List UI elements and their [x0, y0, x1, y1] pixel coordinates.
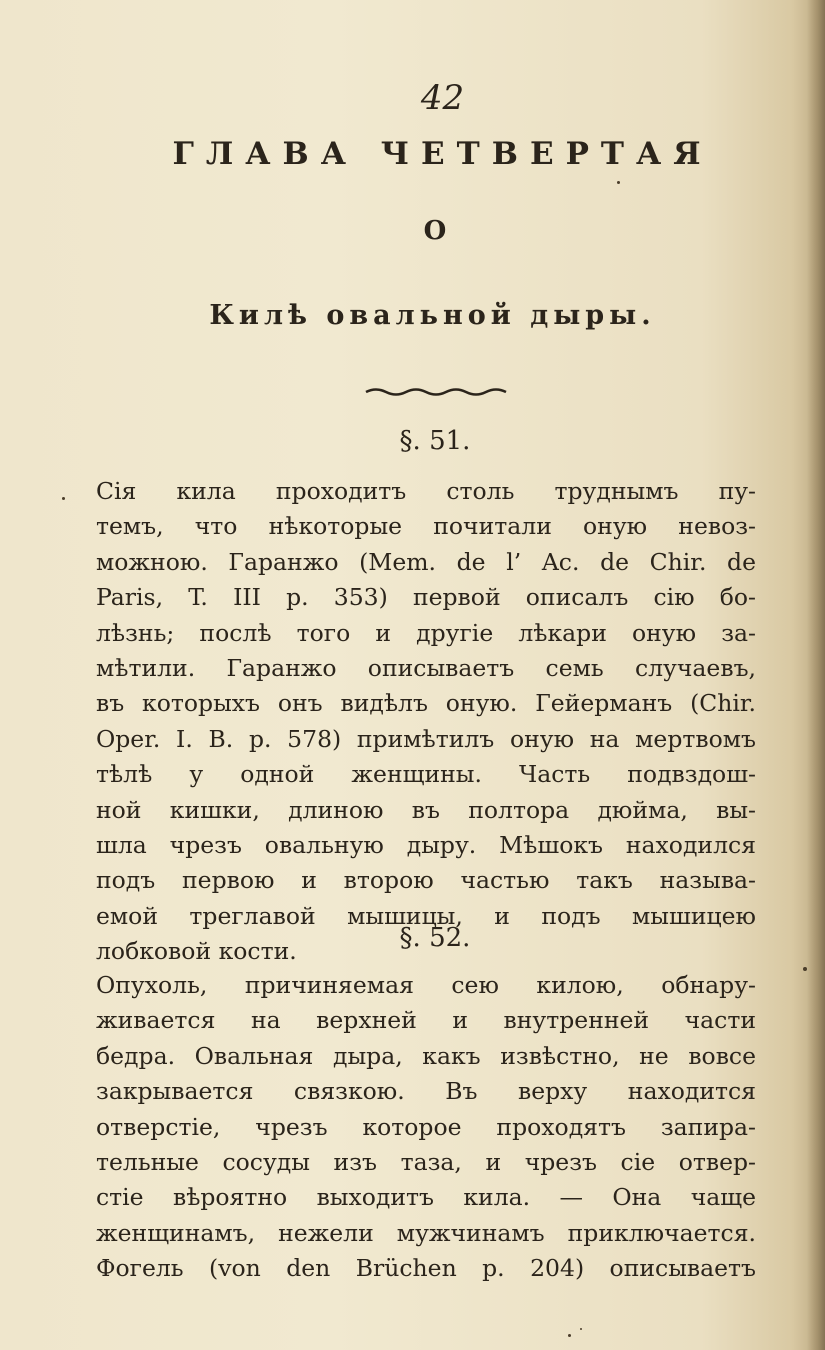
text-line: подъ первою и второю частью такъ называ- — [96, 866, 756, 895]
page-number: 42 — [420, 78, 465, 118]
text-line: лѣзнь; послѣ того и другіе лѣкари оную за- — [96, 618, 756, 647]
text-line: Фогель (von den Brüchen p. 204) описываетъ — [96, 1254, 756, 1283]
text-line: ной кишки, длиною въ полтора дюйма, вы- — [96, 795, 756, 824]
ornament-divider — [362, 384, 512, 398]
text-line: Опухоль, причиняемая сею килою, обнару- — [96, 971, 756, 999]
text-line: отверстіе, чрезъ которое проходятъ запира- — [96, 1112, 756, 1141]
text-line: женщинамъ, нежели мужчинамъ приключается. — [96, 1218, 756, 1247]
text-line: бедра. Овальная дыра, какъ извѣстно, не вовсе — [96, 1041, 756, 1070]
paper-speck — [803, 967, 807, 971]
text-line: шла чрезъ овальную дыру. Мѣшокъ находился — [96, 831, 756, 860]
text-line: Oper. I. B. p. 578) примѣтилъ оную на мертвомъ — [96, 724, 756, 753]
title-preposition: О — [423, 216, 447, 246]
page-edge-shadow — [807, 0, 825, 1350]
paper-speck — [62, 497, 65, 500]
section-mark-51: §. 51. — [399, 426, 471, 456]
text-line: тѣлѣ у одной женщины. Часть подвздош- — [96, 760, 756, 789]
text-line: въ которыхъ онъ видѣлъ оную. Гейерманъ (Chir. — [96, 689, 756, 718]
text-line: мѣтили. Гаранжо описываетъ семь случаевъ, — [96, 654, 756, 683]
text-line: можною. Гаранжо (Mem. de l’ Ac. de Chir. de — [96, 547, 756, 576]
paragraph-section-51 — [96, 474, 756, 970]
text-line: стіе вѣроятно выходитъ кила. — Она чаще — [96, 1183, 756, 1212]
text-line: тельные сосуды изъ таза, и чрезъ сіе отвер- — [96, 1148, 756, 1177]
text-line: закрывается связкою. Въ верху находится — [96, 1077, 756, 1106]
paper-speck — [617, 181, 620, 184]
text-line: Сія кила проходитъ столь труднымъ пу- — [96, 477, 756, 505]
chapter-subtitle: Килѣ овальной дыры. — [209, 300, 656, 331]
text-line: живается на верхней и внутренней части — [96, 1006, 756, 1035]
paper-speck — [580, 1328, 582, 1330]
chapter-title: ГЛАВА ЧЕТВЕРТАЯ — [172, 136, 713, 172]
section-mark-52: §. 52. — [399, 923, 471, 953]
paper-speck — [568, 1334, 571, 1337]
text-line: темъ, что нѣкоторые почитали оную невоз- — [96, 512, 756, 541]
text-line: лобковой кости. — [96, 937, 297, 966]
text-line: емой треглавой мышицы, и подъ мышицею — [96, 901, 756, 930]
paragraph-section-52 — [96, 968, 756, 1287]
text-line: Paris, T. III p. 353) первой описалъ сію бо- — [96, 583, 756, 612]
